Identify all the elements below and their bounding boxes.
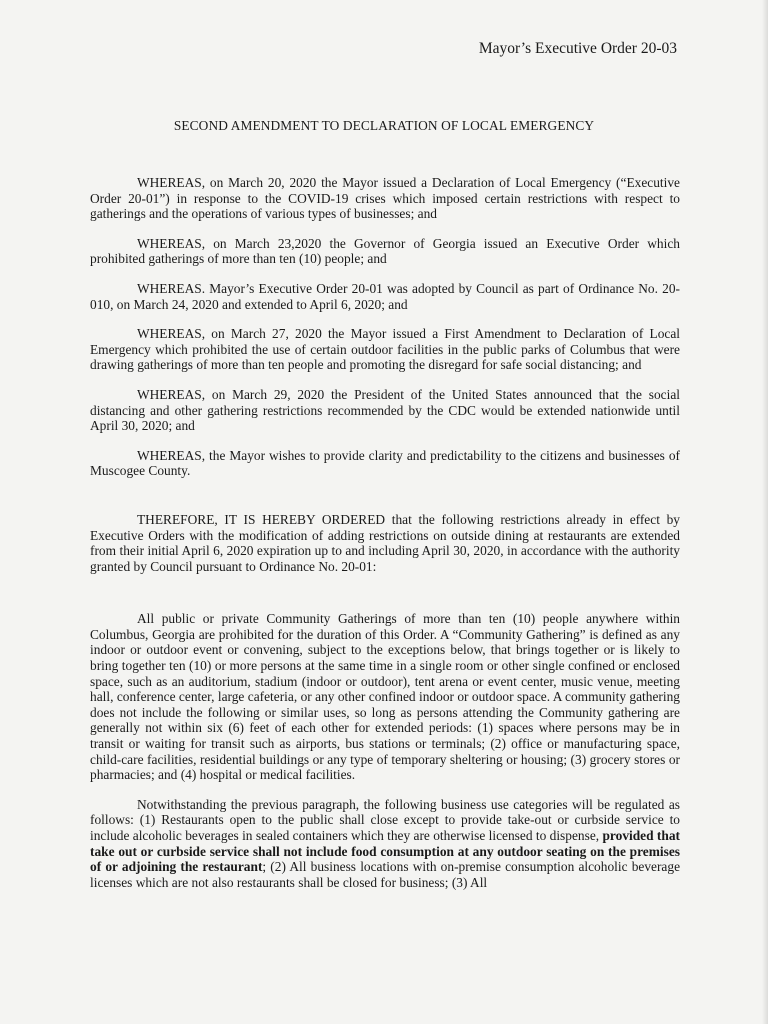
whereas-paragraph-3: WHEREAS. Mayor’s Executive Order 20-01 was adopted by Council as part of Ordinance No. 20-010, on March 24, 2020 and extended to April 6, 2020; and: [90, 280, 680, 312]
business-regulation-text-1: Notwithstanding the previous paragraph, the following business use categories will be regulated as follows: (1) Restaurants open to the public shall close except to provide take-out or curbside service to include alcoholic beverages in sealed containers which they are otherwise licensed to dispense,: [90, 796, 680, 843]
order-reference: Mayor’s Executive Order 20-03: [478, 40, 677, 57]
community-gatherings-paragraph: All public or private Community Gatherings of more than ten (10) people anywhere within Columbus, Georgia are prohibited for the duration of this Order. A “Community Gathering” is defined as any indoor or outdoor event or convening, subject to the exceptions below, that brings together or is likely to bring together ten (10) or more persons at the same time in a single room or other single confined or enclosed space, such as an auditorium, stadium (indoor or outdoor), tent arena or event center, music venue, meeting hall, conference center, large cafeteria, or any other confined indoor or outdoor space. A community gathering does not include the following or similar uses, so long as persons attending the Community gathering are generally not within six (6) feet of each other for extended periods: (1) spaces where persons may be in transit or waiting for transit such as airports, bus stations or terminals; (2) office or manufacturing space, child-care facilities, residential buildings or any type of temporary sheltering or housing; (3) grocery stores or pharmacies; and (4) hospital or medical facilities.: [90, 611, 680, 783]
document-title: SECOND AMENDMENT TO DECLARATION OF LOCAL EMERGENCY: [173, 118, 595, 133]
whereas-paragraph-1: WHEREAS, on March 20, 2020 the Mayor issued a Declaration of Local Emergency (“Executive Order 20-01”) in response to the COVID-19 crises which imposed certain restrictions with respect to gatherings and the operations of various types of businesses; and: [90, 175, 680, 222]
whereas-paragraph-2: WHEREAS, on March 23,2020 the Governor of Georgia issued an Executive Order which prohibited gatherings of more than ten (10) people; and: [90, 235, 680, 267]
document-body: [90, 175, 680, 890]
whereas-paragraph-5: WHEREAS, on March 29, 2020 the President of the United States announced that the social distancing and other gathering restrictions recommended by the CDC would be extended nationwide until April 30, 2020; and: [90, 386, 680, 434]
page-edge-shadow: [762, 0, 768, 1024]
whereas-paragraph-6: WHEREAS, the Mayor wishes to provide clarity and predictability to the citizens and businesses of Muscogee County.: [90, 447, 680, 479]
therefore-paragraph: THEREFORE, IT IS HEREBY ORDERED that the following restrictions already in effect by Executive Orders with the modification of adding restrictions on outside dining at restaurants are extended from their initial April 6, 2020 expiration up to and including April 30, 2020, in accordance with the authority granted by Council pursuant to Ordinance No. 20-01:: [90, 511, 680, 574]
whereas-paragraph-4: WHEREAS, on March 27, 2020 the Mayor issued a First Amendment to Declaration of Local Emergency which prohibited the use of certain outdoor facilities in the public parks of Columbus that were drawing gatherings of more than ten people and promoting the disregard for safe social distancing; and: [90, 326, 680, 373]
business-regulation-paragraph: [90, 797, 680, 891]
business-regulation-bold-clause: provided that take out or curbside service shall not include food consumption at any outdoor seating on the premises of or adjoining the restaurant: [90, 828, 680, 875]
business-regulation-text-2: ; (2) All business locations with on-premise consumption alcoholic beverage licenses which are not also restaurants shall be closed for business; (3) All: [90, 859, 681, 890]
